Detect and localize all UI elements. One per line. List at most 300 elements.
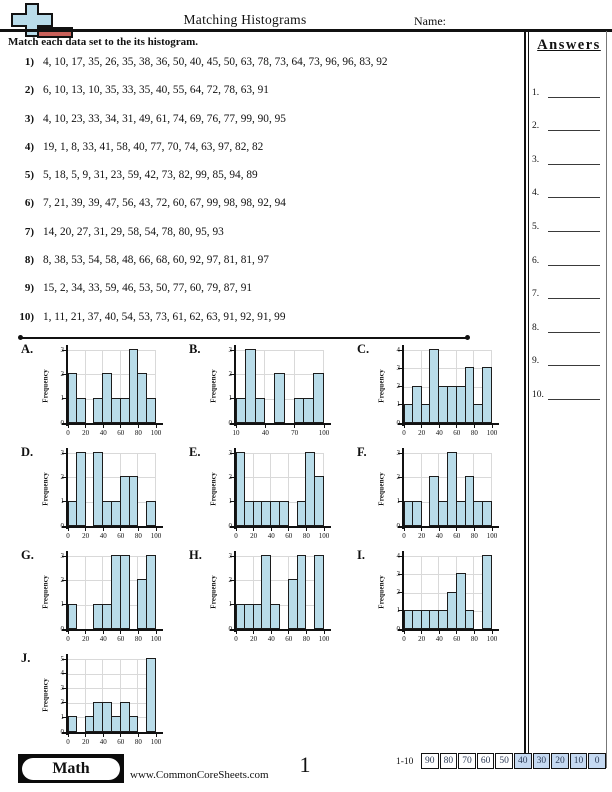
y-axis [402, 345, 404, 426]
answer-blank[interactable] [548, 332, 600, 333]
x-tick [156, 734, 157, 737]
x-tick [404, 631, 405, 634]
x-axis [398, 526, 499, 528]
answer-row [529, 372, 606, 406]
y-tick-label: 1 [228, 394, 232, 403]
y-axis-title: Frequency [41, 472, 50, 506]
histogram-plot [209, 448, 330, 540]
x-tick [156, 425, 157, 428]
x-tick [456, 528, 457, 531]
problem-values: 19, 1, 8, 33, 41, 58, 40, 77, 70, 74, 63, 97, 82, 82 [43, 140, 264, 153]
x-tick-label: 0 [234, 635, 238, 643]
x-tick [439, 528, 440, 531]
x-axis [62, 423, 163, 425]
y-tick-label: 0 [396, 521, 400, 530]
x-tick [492, 631, 493, 634]
histogram-F [350, 444, 518, 547]
problem-values: 4, 10, 17, 35, 26, 35, 38, 36, 50, 40, 45, 50, 63, 78, 73, 64, 73, 96, 96, 83, 92 [43, 56, 388, 68]
x-tick-label: 100 [150, 738, 162, 746]
x-axis [230, 423, 331, 425]
y-tick-label: 2 [396, 382, 400, 390]
y-axis-title: Frequency [209, 369, 218, 403]
gridline-h [404, 556, 492, 557]
name-label: Name: [414, 14, 446, 28]
answer-number: 10. [532, 389, 544, 400]
x-tick-label: 0 [66, 635, 70, 643]
answer-row [529, 238, 606, 272]
x-tick [474, 425, 475, 428]
x-tick-label: 20 [418, 429, 426, 437]
problem-row [8, 84, 513, 112]
x-tick-label: 0 [234, 532, 238, 540]
histogram-C [350, 341, 518, 444]
answer-blank[interactable] [548, 164, 600, 165]
y-tick-label: 0 [396, 418, 400, 427]
histogram-bar [68, 716, 77, 732]
x-tick [138, 631, 139, 634]
y-tick-label: 3 [228, 551, 232, 560]
x-tick [236, 528, 237, 531]
histogram-plot [377, 345, 498, 437]
x-tick [138, 425, 139, 428]
answer-row [529, 305, 606, 339]
histogram-letter: H. [189, 548, 202, 562]
y-tick-label: 2 [228, 369, 232, 378]
answers-sidebar-border [524, 32, 526, 753]
x-tick-label: 100 [486, 429, 498, 437]
x-tick-label: 40 [435, 635, 443, 643]
x-tick-label: 40 [99, 738, 107, 746]
x-tick [120, 734, 121, 737]
y-tick-label: 2 [228, 472, 232, 481]
x-tick-label: 0 [66, 532, 70, 540]
x-tick [421, 425, 422, 428]
x-tick-label: 70 [291, 429, 299, 437]
y-axis-title: Frequency [41, 369, 50, 403]
gridline-h [68, 703, 156, 704]
math-brand-badge [18, 754, 124, 783]
x-tick-label: 100 [150, 635, 162, 643]
gridline-h [404, 574, 492, 575]
problem-number: 8) [24, 254, 34, 267]
x-tick [324, 425, 325, 428]
problem-row [8, 56, 513, 84]
histogram-B [182, 341, 350, 444]
answer-blank[interactable] [548, 265, 600, 266]
x-tick-label: 80 [470, 532, 478, 540]
y-axis-title: Frequency [209, 472, 218, 506]
problem-values: 1, 11, 21, 37, 40, 54, 53, 73, 61, 62, 63, 91, 92, 91, 99 [43, 310, 286, 323]
x-tick-label: 100 [318, 635, 330, 643]
histogram-plot [209, 551, 330, 643]
x-tick [492, 528, 493, 531]
problem-number: 1) [24, 56, 34, 68]
x-tick-label: 60 [453, 429, 461, 437]
y-tick-label: 0 [60, 418, 64, 427]
answers-title: Answers [537, 37, 601, 53]
brand-label: Math [52, 759, 90, 777]
histogram-bar [482, 555, 492, 629]
x-axis [62, 629, 163, 631]
answer-number: 2. [532, 121, 540, 132]
x-tick-label: 40 [99, 429, 107, 437]
score-cell: 0 [588, 753, 606, 769]
problem-values: 7, 21, 39, 39, 47, 56, 43, 72, 60, 67, 99, 98, 98, 92, 94 [43, 197, 286, 210]
instruction-text: Match each data set to the its histogram. [8, 36, 199, 48]
brand-pill [22, 758, 120, 780]
answer-row [529, 171, 606, 205]
histogram-bar [76, 398, 86, 423]
histogram-letter: B. [189, 342, 201, 356]
x-tick [253, 528, 254, 531]
x-tick [306, 528, 307, 531]
x-axis [398, 423, 499, 425]
x-tick [103, 631, 104, 634]
x-axis [62, 732, 163, 734]
x-tick [120, 528, 121, 531]
x-tick-label: 80 [134, 738, 142, 746]
x-tick [324, 528, 325, 531]
problem-list [8, 56, 513, 339]
histogram-letter: G. [21, 548, 34, 562]
y-tick-label: 1 [228, 600, 232, 609]
y-tick-label: 1 [60, 712, 64, 721]
page-number: 1 [299, 752, 311, 777]
x-tick [294, 425, 295, 428]
x-tick [68, 734, 69, 737]
section-divider [22, 337, 466, 339]
x-tick-label: 40 [261, 429, 269, 437]
y-axis [402, 551, 404, 632]
answers-list [529, 70, 606, 406]
y-tick-label: 1 [60, 497, 64, 506]
gridline-h [404, 350, 492, 351]
x-tick-label: 0 [402, 635, 406, 643]
problem-row [8, 197, 513, 225]
answer-blank[interactable] [548, 298, 600, 299]
x-tick [404, 528, 405, 531]
problem-values: 6, 10, 13, 10, 35, 33, 35, 40, 55, 64, 72, 78, 63, 91 [43, 84, 269, 97]
y-tick-label: 2 [60, 698, 64, 707]
x-axis [230, 526, 331, 528]
histogram-bar [146, 501, 156, 526]
y-tick-label: 4 [396, 345, 400, 354]
x-tick-label: 0 [402, 429, 406, 437]
y-axis-title: Frequency [41, 575, 50, 609]
score-cell: 10 [570, 753, 588, 769]
gridline-h [68, 688, 156, 689]
x-axis [62, 526, 163, 528]
histogram-letter: J. [21, 651, 31, 665]
histogram-bar [129, 476, 139, 526]
histogram-bar [255, 398, 266, 423]
x-tick-label: 100 [150, 532, 162, 540]
y-tick-label: 3 [228, 345, 232, 354]
histogram-D [14, 444, 182, 547]
y-tick-label: 0 [60, 727, 64, 736]
gridline-h [68, 659, 156, 660]
y-tick-label: 3 [60, 345, 64, 354]
problem-values: 14, 20, 27, 31, 29, 58, 54, 78, 80, 95, 93 [43, 225, 224, 238]
x-tick [236, 425, 237, 428]
histogram-bar [120, 555, 130, 629]
answer-number: 3. [532, 154, 540, 165]
x-tick [68, 528, 69, 531]
histogram-bar [412, 501, 422, 526]
y-tick-label: 3 [228, 448, 232, 457]
x-tick-label: 40 [435, 532, 443, 540]
x-tick-label: 80 [134, 635, 142, 643]
answer-number: 5. [532, 221, 540, 232]
histogram-bar [146, 398, 156, 423]
y-tick-label: 2 [60, 575, 64, 584]
score-cell: 80 [440, 753, 458, 769]
x-tick-label: 60 [117, 532, 125, 540]
answer-row [529, 339, 606, 373]
y-axis-title: Frequency [377, 369, 386, 403]
histogram-G [14, 547, 182, 650]
x-tick [85, 734, 86, 737]
x-tick-label: 20 [82, 532, 90, 540]
answer-blank[interactable] [548, 231, 600, 232]
problem-values: 15, 2, 34, 33, 59, 46, 53, 50, 77, 60, 79, 87, 91 [43, 282, 252, 295]
histogram-H [182, 547, 350, 650]
x-tick [120, 631, 121, 634]
page-title: Matching Histograms [183, 12, 307, 27]
x-tick [138, 528, 139, 531]
histogram-bar [270, 604, 280, 629]
x-tick-label: 0 [66, 738, 70, 746]
y-tick-label: 0 [228, 521, 232, 530]
x-tick [288, 631, 289, 634]
x-tick [265, 425, 266, 428]
score-cell: 90 [421, 753, 439, 769]
histogram-letter: F. [357, 445, 367, 459]
problem-number: 4) [24, 140, 34, 153]
histogram-plot [41, 448, 162, 540]
x-tick-label: 60 [285, 532, 293, 540]
x-tick-label: 80 [470, 429, 478, 437]
score-cell: 70 [458, 753, 476, 769]
problem-number: 10) [19, 310, 34, 323]
x-tick-label: 20 [418, 532, 426, 540]
x-tick [271, 631, 272, 634]
gridline-h [236, 556, 324, 557]
x-tick [120, 425, 121, 428]
histogram-A [14, 341, 182, 444]
score-cell: 50 [495, 753, 513, 769]
histogram-bar [279, 501, 289, 526]
x-tick-label: 100 [318, 532, 330, 540]
histogram-bar [482, 367, 492, 423]
histogram-bar [313, 373, 324, 423]
page-right-border [606, 31, 607, 768]
x-tick-label: 60 [117, 635, 125, 643]
score-range-label: 1-10 [396, 757, 414, 767]
y-tick-label: 2 [396, 472, 400, 481]
x-tick [288, 528, 289, 531]
y-axis [66, 448, 68, 529]
score-cell: 60 [477, 753, 495, 769]
histogram-plot [209, 345, 330, 437]
y-tick-label: 0 [60, 521, 64, 530]
gridline-h [404, 368, 492, 369]
histogram-bar [129, 716, 139, 732]
x-tick-label: 10 [232, 429, 240, 437]
x-tick-label: 20 [250, 635, 258, 643]
answer-row [529, 204, 606, 238]
histogram-plot [41, 551, 162, 643]
answer-row [529, 70, 606, 104]
answer-row [529, 272, 606, 306]
histogram-letter: D. [21, 445, 34, 459]
x-tick [456, 631, 457, 634]
y-tick-label: 1 [396, 497, 400, 506]
problem-number: 3) [24, 112, 34, 125]
y-tick-label: 4 [396, 551, 400, 560]
y-tick-label: 5 [60, 654, 64, 663]
x-tick-label: 20 [82, 429, 90, 437]
gridline-h [68, 674, 156, 675]
score-cell: 40 [514, 753, 532, 769]
answer-number: 1. [532, 87, 540, 98]
x-tick-label: 100 [486, 635, 498, 643]
x-tick-label: 40 [267, 635, 275, 643]
x-tick [103, 734, 104, 737]
problem-number: 5) [24, 169, 34, 182]
histogram-E [182, 444, 350, 547]
answer-row [529, 137, 606, 171]
x-tick [492, 425, 493, 428]
problem-row [8, 169, 513, 197]
y-tick-label: 0 [228, 418, 232, 427]
y-axis [234, 551, 236, 632]
problem-row [8, 254, 513, 282]
x-tick [68, 631, 69, 634]
y-axis-title: Frequency [209, 575, 218, 609]
x-tick [421, 631, 422, 634]
answer-blank[interactable] [548, 365, 600, 366]
problem-number: 7) [24, 225, 34, 238]
x-tick [156, 528, 157, 531]
website-url: www.CommonCoreSheets.com [130, 769, 269, 781]
histogram-grid [14, 341, 518, 753]
histogram-bar [76, 452, 86, 526]
problem-number: 6) [24, 197, 34, 210]
answer-blank[interactable] [548, 130, 600, 131]
score-cell: 20 [551, 753, 569, 769]
answer-number: 6. [532, 255, 540, 266]
y-tick-label: 1 [396, 400, 400, 409]
y-tick-label: 0 [228, 624, 232, 633]
x-tick-label: 60 [117, 429, 125, 437]
problem-row [8, 113, 513, 141]
x-tick [421, 528, 422, 531]
score-table [421, 753, 606, 769]
x-tick-label: 20 [250, 532, 258, 540]
y-tick-label: 0 [396, 624, 400, 633]
histogram-bar [314, 476, 324, 526]
x-tick-label: 60 [285, 635, 293, 643]
x-tick [138, 734, 139, 737]
problem-row [8, 311, 513, 339]
y-axis [234, 345, 236, 426]
x-tick [456, 425, 457, 428]
answer-blank[interactable] [548, 197, 600, 198]
y-tick-label: 2 [228, 575, 232, 584]
y-tick-label: 3 [396, 363, 400, 372]
histogram-bar [146, 555, 156, 629]
x-tick [439, 631, 440, 634]
histogram-plot [41, 654, 162, 746]
y-axis-title: Frequency [41, 678, 50, 712]
x-tick [68, 425, 69, 428]
y-tick-label: 3 [396, 569, 400, 578]
score-cell: 30 [533, 753, 551, 769]
histogram-plot [377, 551, 498, 643]
x-tick-label: 100 [150, 429, 162, 437]
answer-number: 9. [532, 356, 540, 367]
x-tick-label: 60 [117, 738, 125, 746]
x-tick-label: 80 [134, 429, 142, 437]
y-tick-label: 2 [396, 588, 400, 596]
gridline-h [68, 350, 156, 351]
histogram-bar [482, 501, 492, 526]
x-tick-label: 0 [402, 532, 406, 540]
y-tick-label: 3 [60, 683, 64, 692]
y-axis-title: Frequency [377, 575, 386, 609]
x-axis [230, 629, 331, 631]
x-axis [398, 629, 499, 631]
x-tick [324, 631, 325, 634]
y-tick-label: 2 [60, 369, 64, 378]
x-tick-label: 20 [82, 738, 90, 746]
x-tick-label: 40 [435, 429, 443, 437]
x-tick-label: 40 [267, 532, 275, 540]
problem-row [8, 282, 513, 310]
x-tick [404, 425, 405, 428]
answer-blank[interactable] [548, 399, 600, 400]
y-tick-label: 3 [60, 551, 64, 560]
gridline-h [236, 580, 324, 581]
y-tick-label: 1 [396, 606, 400, 615]
histogram-bar [297, 555, 307, 629]
histogram-bar [146, 658, 156, 732]
histogram-letter: C. [357, 342, 370, 356]
y-tick-label: 2 [60, 472, 64, 481]
y-axis-title: Frequency [377, 472, 386, 506]
x-tick [306, 631, 307, 634]
y-axis [66, 654, 68, 735]
histogram-letter: A. [21, 342, 34, 356]
header-divider [0, 29, 612, 32]
histogram-bar [314, 555, 324, 629]
problem-values: 4, 10, 23, 33, 34, 31, 49, 61, 74, 69, 76, 77, 99, 90, 95 [43, 112, 286, 125]
x-tick [85, 425, 86, 428]
y-tick-label: 4 [60, 669, 64, 678]
answer-blank[interactable] [548, 97, 600, 98]
histogram-plot [41, 345, 162, 437]
problem-number: 9) [24, 282, 34, 295]
histogram-letter: I. [357, 548, 365, 562]
histogram-I [350, 547, 518, 650]
x-tick-label: 20 [418, 635, 426, 643]
problem-number: 2) [24, 84, 34, 97]
x-tick-label: 20 [82, 635, 90, 643]
x-tick [85, 631, 86, 634]
x-tick [439, 425, 440, 428]
y-axis [402, 448, 404, 529]
